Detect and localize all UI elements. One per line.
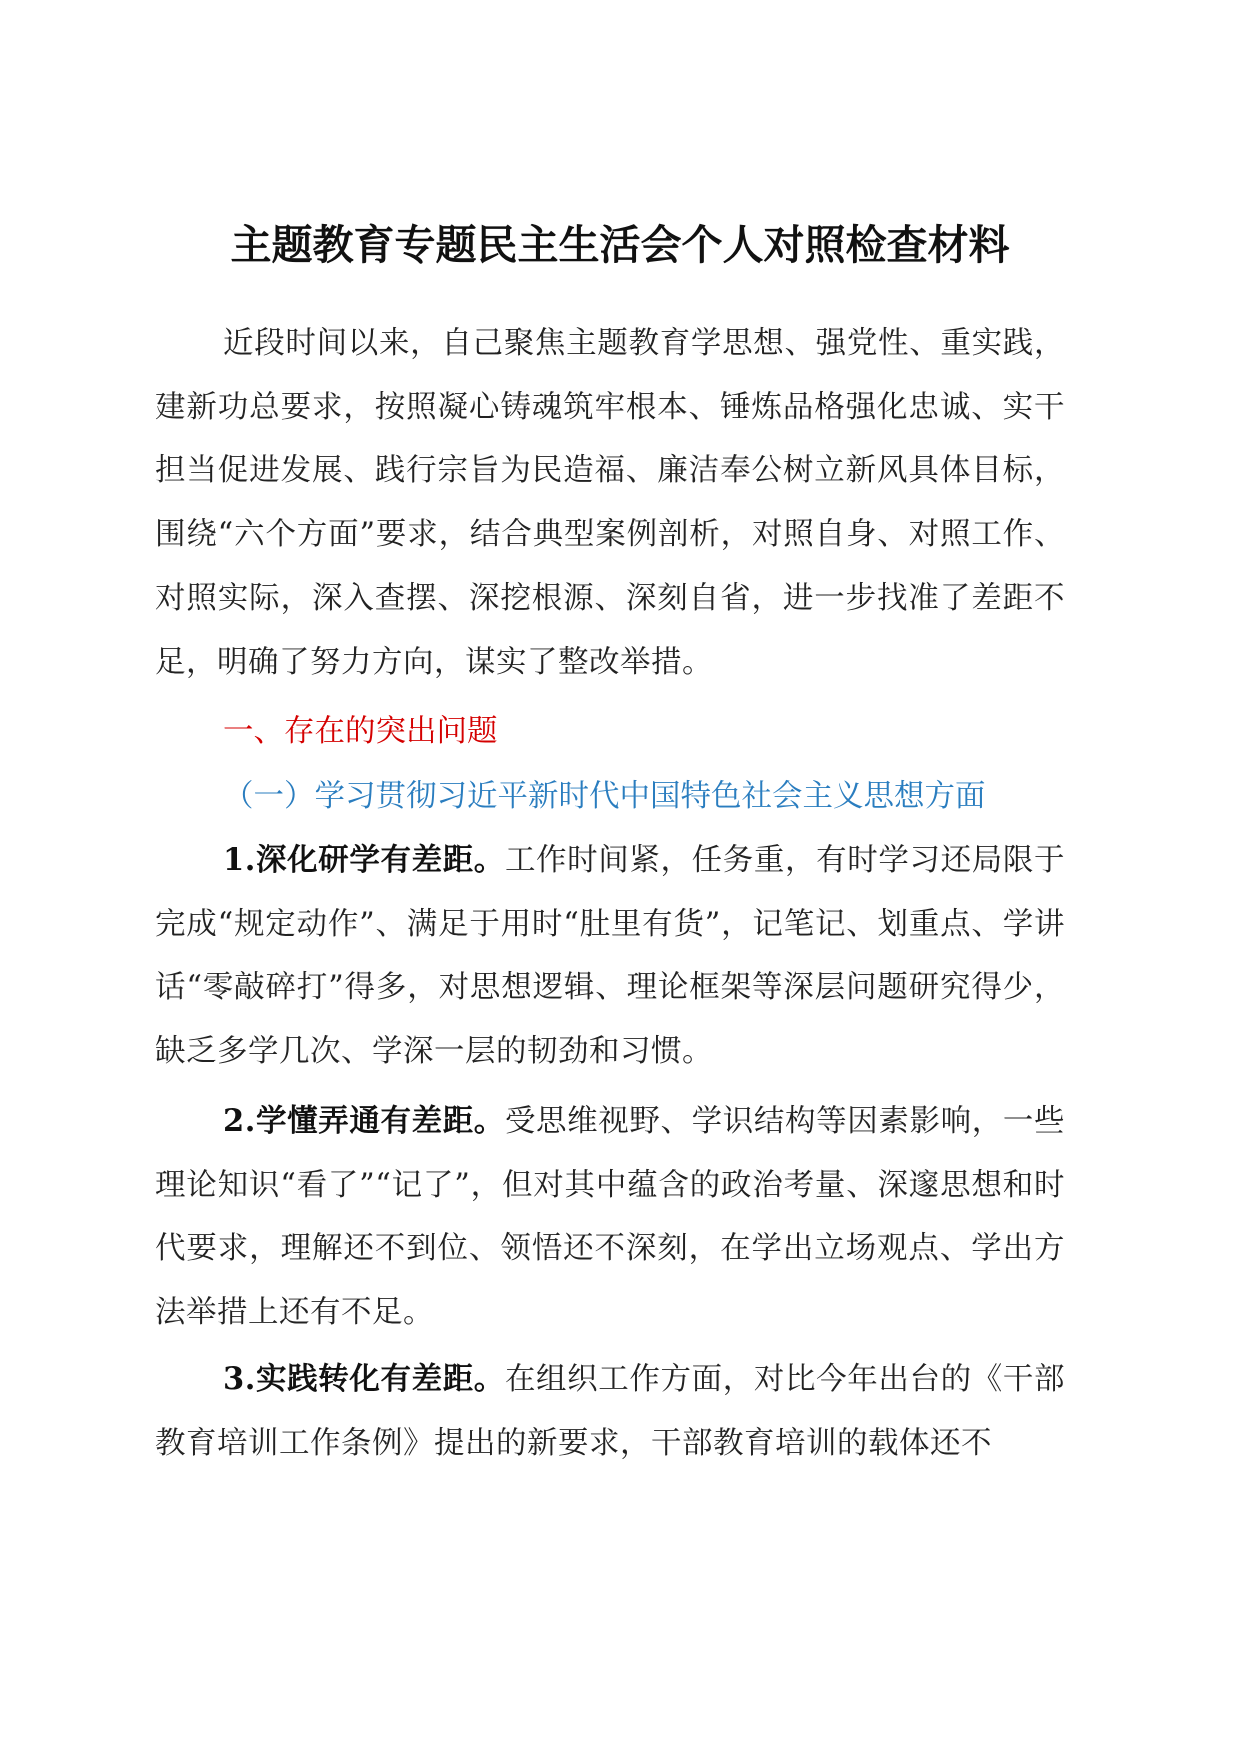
item-paragraph-2 bbox=[155, 1090, 1065, 1345]
document-title: 主题教育专题民主生活会个人对照检查材料 bbox=[230, 221, 1010, 269]
item-text-3: 在组织工作方面，对比今年出台的《干部教育培训工作条例》提出的新要求，干部教育培训的载体还不 bbox=[155, 1362, 1066, 1461]
item-paragraph-3 bbox=[155, 1348, 1065, 1475]
item-paragraph-1 bbox=[155, 829, 1065, 1084]
item-text-1: 工作时间紧，任务重，有时学习还局限于完成“规定动作”、满足于用时“肚里有货”，记笔记、划重点、学讲话“零敲碎打”得多，对思想逻辑、理论框架等深层问题研究得少，缺乏多学几次、学深一层的韧劲和习惯。 bbox=[155, 843, 1066, 1070]
item-lead-2: 2.学懂弄通有差距。 bbox=[223, 1103, 505, 1139]
section-heading: 一、存在的突出问题 bbox=[223, 714, 498, 749]
subsection-heading: （一）学习贯彻习近平新时代中国特色社会主义思想方面 bbox=[223, 779, 986, 814]
intro-paragraph: 近段时间以来，自己聚焦主题教育学思想、强党性、重实践，建新功总要求，按照凝心铸魂筑牢根本、锤炼品格强化忠诚、实干担当促进发展、践行宗旨为民造福、廉洁奉公树立新风具体目标，围绕“六个方面”要求，结合典型案例剖析，对照自身、对照工作、对照实际，深入查摆、深挖根源、深刻自省，进一步找准了差距不足，明确了努力方向，谋实了整改举措。 bbox=[155, 326, 1065, 680]
item-lead-1: 1.深化研学有差距。 bbox=[223, 842, 505, 878]
item-text-2: 受思维视野、学识结构等因素影响，一些理论知识“看了”“记了”，但对其中蕴含的政治考量、深邃思想和时代要求，理解还不到位、领悟还不深刻，在学出立场观点、学出方法举措上还有不足。 bbox=[155, 1104, 1066, 1331]
item-lead-3: 3.实践转化有差距。 bbox=[223, 1361, 505, 1397]
